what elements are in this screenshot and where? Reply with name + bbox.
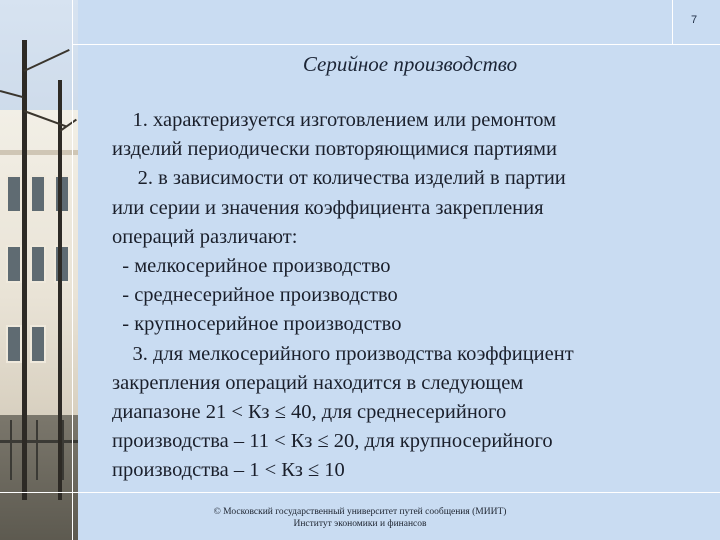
body-line: - крупносерийное производство <box>112 313 402 336</box>
bottom-divider <box>0 492 720 493</box>
body-line: или серии и значения коэффициента закрепления <box>112 196 544 219</box>
building-window <box>54 245 70 283</box>
body-line: производства – 11 < Кз ≤ 20, для крупносерийного <box>112 430 553 453</box>
building-photo <box>0 0 78 540</box>
vertical-divider <box>672 0 673 44</box>
body-line: закрепления операций находится в следующем <box>112 371 524 394</box>
top-divider <box>72 44 720 45</box>
body-line: 2. в зависимости от количества изделий в партии <box>112 167 566 190</box>
footer-copyright: © Московский государственный университет путей сообщения (МИИТ) <box>213 507 507 517</box>
building-window <box>6 245 22 283</box>
fence-post <box>10 420 12 480</box>
building-window <box>6 175 22 213</box>
building-window <box>30 245 46 283</box>
body-line: производства – 1 < Кз ≤ 10 <box>112 459 345 482</box>
building-window <box>30 325 46 363</box>
slide-footer <box>190 506 530 530</box>
vertical-divider <box>72 0 73 540</box>
slide-number: 7 <box>690 14 698 26</box>
tree-branch <box>24 49 70 72</box>
tree-trunk <box>58 80 62 500</box>
body-line: изделий периодически повторяющимися партиями <box>112 138 557 161</box>
building-window <box>54 175 70 213</box>
building-window <box>6 325 22 363</box>
building-cornice <box>0 150 78 155</box>
fence-post <box>36 420 38 480</box>
body-line: диапазоне 21 < Кз ≤ 40, для среднесерийного <box>112 401 507 424</box>
tree-trunk <box>22 40 27 500</box>
body-line: 3. для мелкосерийного производства коэффициент <box>112 342 574 365</box>
slide-title: Серийное производство <box>302 52 518 76</box>
slide-body <box>112 106 692 486</box>
tree-branch <box>0 90 23 98</box>
fence-post <box>62 420 64 480</box>
body-line: операций различают: <box>112 225 298 248</box>
footer-institute: Институт экономики и финансов <box>293 519 427 529</box>
body-line: 1. характеризуется изготовлением или ремонтом <box>112 109 557 131</box>
building-window <box>30 175 46 213</box>
body-line: - среднесерийное производство <box>112 284 398 307</box>
body-line: - мелкосерийное производство <box>112 255 391 278</box>
